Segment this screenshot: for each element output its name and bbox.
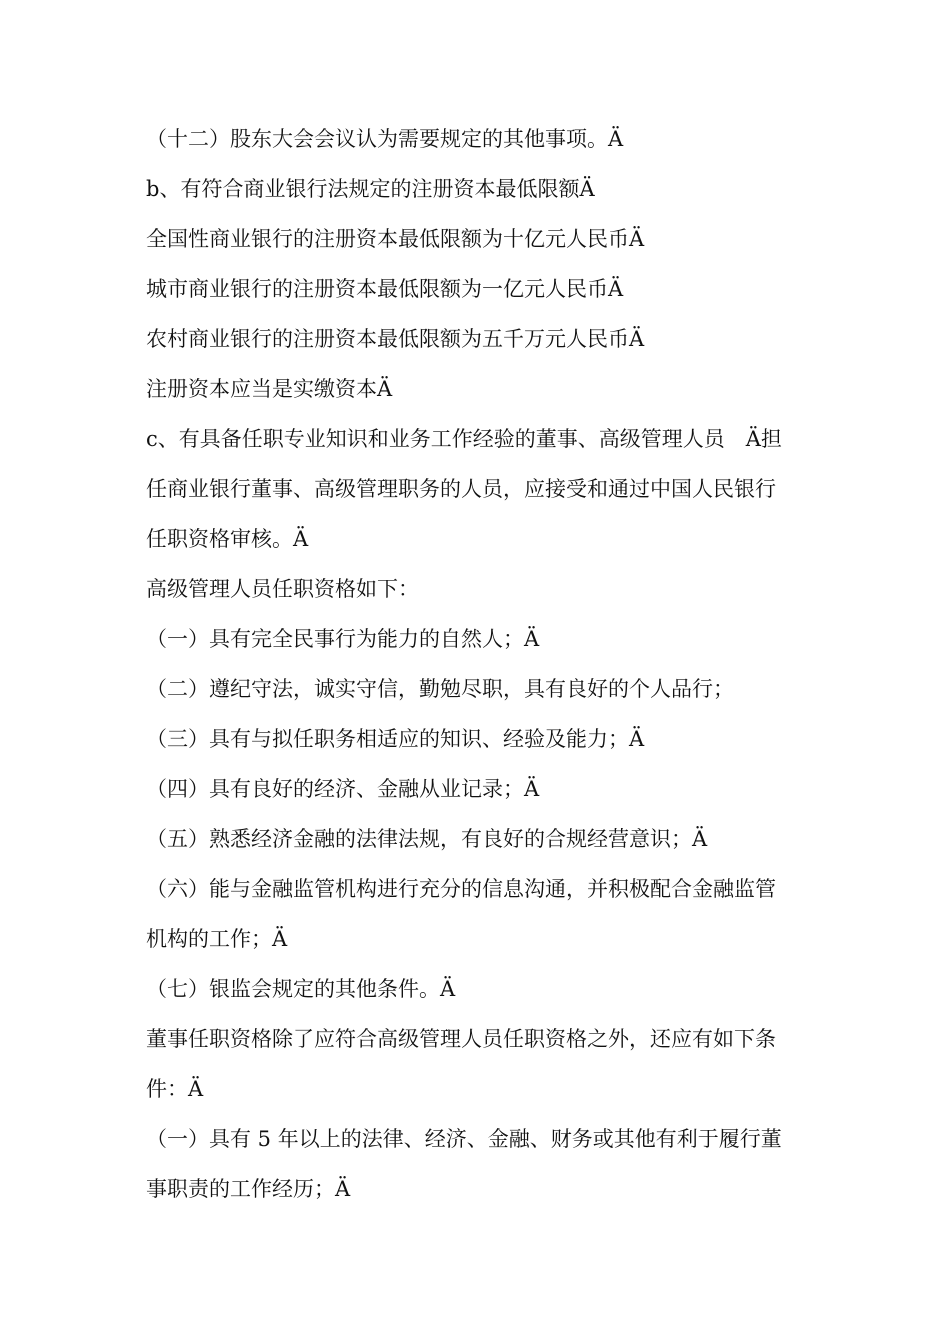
text-line: c、有具备任职专业知识和业务工作经验的董事、高级管理人员 Ä担 — [146, 427, 782, 451]
text-line: 任职资格审核。Ä — [146, 527, 309, 551]
text-line: 事职责的工作经历；Ä — [146, 1177, 351, 1201]
text-line: （六）能与金融监管机构进行充分的信息沟通，并积极配合金融监管 — [146, 877, 776, 901]
text-line: 城市商业银行的注册资本最低限额为一亿元人民币Ä — [146, 277, 624, 301]
text-line: 高级管理人员任职资格如下： — [146, 577, 419, 601]
text-line: 注册资本应当是实缴资本Ä — [146, 377, 393, 401]
text-line: 董事任职资格除了应符合高级管理人员任职资格之外，还应有如下条 — [146, 1027, 776, 1051]
text-line: 机构的工作；Ä — [146, 927, 288, 951]
text-line: b、有符合商业银行法规定的注册资本最低限额Ä — [146, 177, 595, 201]
text-line: （四）具有良好的经济、金融从业记录；Ä — [146, 777, 540, 801]
text-line: 任商业银行董事、高级管理职务的人员，应接受和通过中国人民银行 — [146, 477, 776, 501]
text-line: （三）具有与拟任职务相适应的知识、经验及能力；Ä — [146, 727, 645, 751]
text-line: （二）遵纪守法，诚实守信，勤勉尽职，具有良好的个人品行； — [146, 677, 734, 701]
text-line: （七）银监会规定的其他条件。Ä — [146, 977, 456, 1001]
text-line: 全国性商业银行的注册资本最低限额为十亿元人民币Ä — [146, 227, 645, 251]
text-line: （五）熟悉经济金融的法律法规，有良好的合规经营意识；Ä — [146, 827, 708, 851]
text-line: （十二）股东大会会议认为需要规定的其他事项。Ä — [146, 127, 624, 151]
text-line: 农村商业银行的注册资本最低限额为五千万元人民币Ä — [146, 327, 645, 351]
text-line: （一）具有完全民事行为能力的自然人；Ä — [146, 627, 540, 651]
document-body — [146, 114, 816, 1214]
text-line: 件：Ä — [146, 1077, 204, 1101]
text-line: （一）具有 5 年以上的法律、经济、金融、财务或其他有利于履行董 — [146, 1127, 782, 1151]
